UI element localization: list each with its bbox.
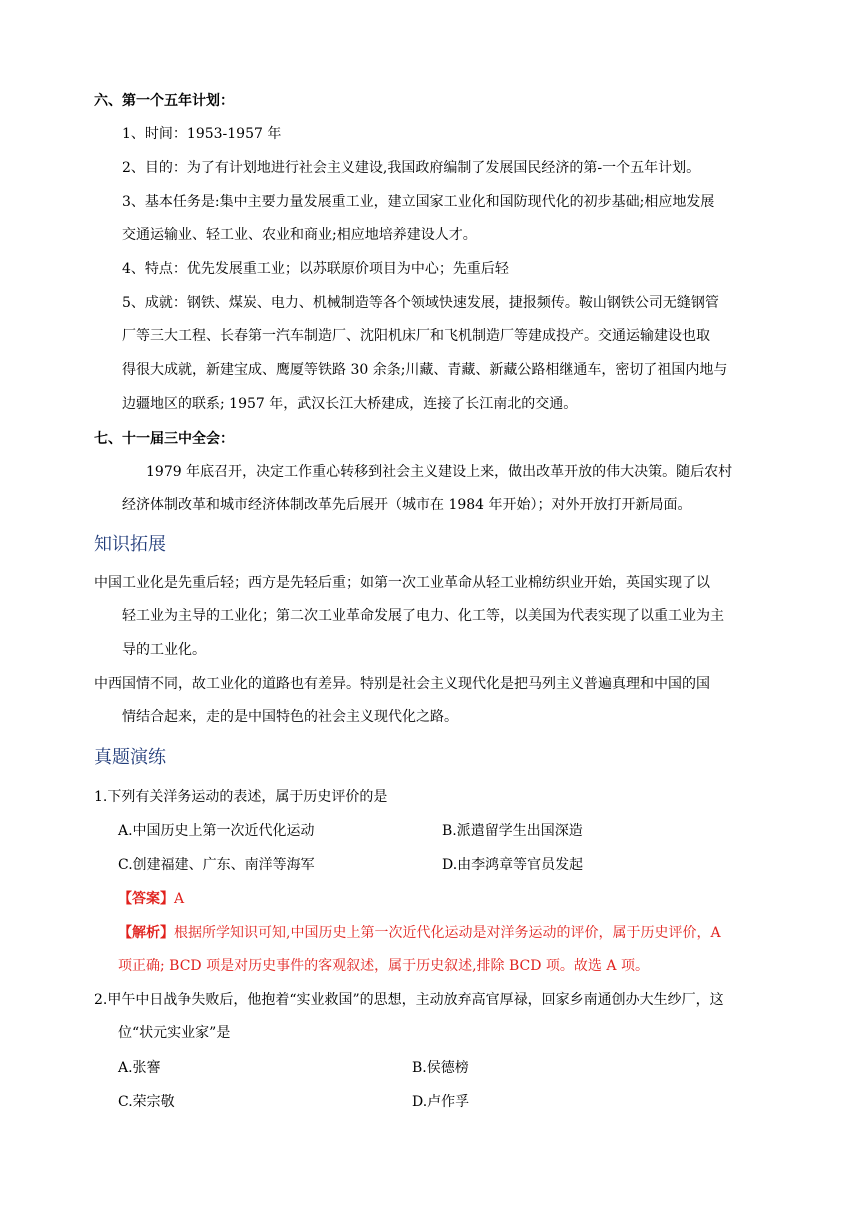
q1-answer-tag: 【答案】: [118, 891, 174, 907]
q1-analysis-line2: 项正确; BCD 项是对历史事件的客观叙述，属于历史叙述,排除 BCD 项。故选 A 项。: [118, 958, 649, 974]
q2-stem-line1: 2.甲午中日战争失败后，他抱着“实业救国”的思想，主动放弃高官厚禄，回家乡南通创办大生纱厂，这: [94, 992, 724, 1008]
q1-option-d: D.由李鸿章等官员发起: [442, 857, 584, 873]
knowledge-p2-line1: 中西国情不同，故工业化的道路也有差异。特别是社会主义现代化是把马列主义普遍真理和中国的国: [94, 676, 710, 692]
section6-item5-line2: 厂等三大工程、长春第一汽车制造厂、沈阳机床厂和飞机制造厂等建成投产。交通运输建设也取: [122, 328, 710, 344]
section6-item3-line2: 交通运输业、轻工业、农业和商业;相应地培养建设人才。: [122, 227, 477, 243]
q1-answer: [118, 889, 184, 909]
q1-option-b: B.派遣留学生出国深造: [442, 823, 583, 839]
section7-paragraph-line2: 经济体制改革和城市经济体制改革先后展开（城市在 1984 年开始）；对外开放打开新局面。: [122, 497, 692, 513]
q1-option-a: A.中国历史上第一次近代化运动: [118, 823, 315, 839]
q2-option-b: B.侯德榜: [412, 1060, 469, 1076]
q2-stem-line2: 位“状元实业家”是: [118, 1025, 231, 1041]
section6-item5-line1: 5、成就：钢铁、煤炭、电力、机械制造等各个领域快速发展，捷报频传。鞍山钢铁公司无缝钢管: [122, 295, 719, 311]
section6-item2: 2、目的：为了有计划地进行社会主义建设,我国政府编制了发展国民经济的第-一个五年计划。: [122, 160, 701, 176]
section6-item4: 4、特点：优先发展重工业；以苏联原价项目为中心；先重后轻: [122, 261, 509, 277]
q1-analysis-line1: [118, 923, 721, 943]
knowledge-p1-line2: 轻工业为主导的工业化；第二次工业革命发展了电力、化工等，以美国为代表实现了以重工业为主: [122, 608, 724, 624]
q2-option-d: D.卢作孚: [412, 1094, 470, 1110]
q1-analysis-text1: 根据所学知识可知,中国历史上第一次近代化运动是对洋务运动的评价，属于历史评价，A: [174, 925, 721, 941]
knowledge-heading: 知识拓展: [94, 534, 166, 555]
section6-item5-line3: 得很大成就，新建宝成、鹰厦等铁路 30 余条;川藏、青藏、新藏公路相继通车，密切了祖国内地与: [122, 362, 728, 378]
practice-heading: 真题演练: [94, 747, 166, 768]
q1-answer-value: A: [174, 891, 185, 907]
section7-title: 七、十一届三中全会：: [94, 431, 234, 447]
q1-stem: 1.下列有关洋务运动的表述，属于历史评价的是: [94, 789, 388, 805]
knowledge-p1-line3: 导的工业化。: [122, 642, 206, 658]
q2-option-a: A.张謇: [118, 1060, 161, 1076]
q1-option-c: C.创建福建、广东、南洋等海军: [118, 857, 315, 873]
q2-option-c: C.荣宗敬: [118, 1094, 175, 1110]
knowledge-p1-line1: 中国工业化是先重后轻；西方是先轻后重；如第一次工业革命从轻工业棉纺织业开始，英国实现了以: [94, 575, 710, 591]
section6-item1: 1、时间：1953-1957 年: [122, 126, 282, 142]
q1-analysis-tag: 【解析】: [118, 925, 174, 941]
section7-paragraph-line1: 1979 年底召开，决定工作重心转移到社会主义建设上来，做出改革开放的伟大决策。随后农村: [146, 464, 733, 480]
section6-title: 六、第一个五年计划：: [94, 93, 234, 109]
section6-item3-line1: 3、基本任务是:集中主要力量发展重工业，建立国家工业化和国防现代化的初步基础;相应地发展: [122, 194, 715, 210]
knowledge-p2-line2: 情结合起来，走的是中国特色的社会主义现代化之路。: [122, 709, 458, 725]
section6-item5-line4: 边疆地区的联系; 1957 年，武汉长江大桥建成，连接了长江南北的交通。: [122, 396, 578, 412]
